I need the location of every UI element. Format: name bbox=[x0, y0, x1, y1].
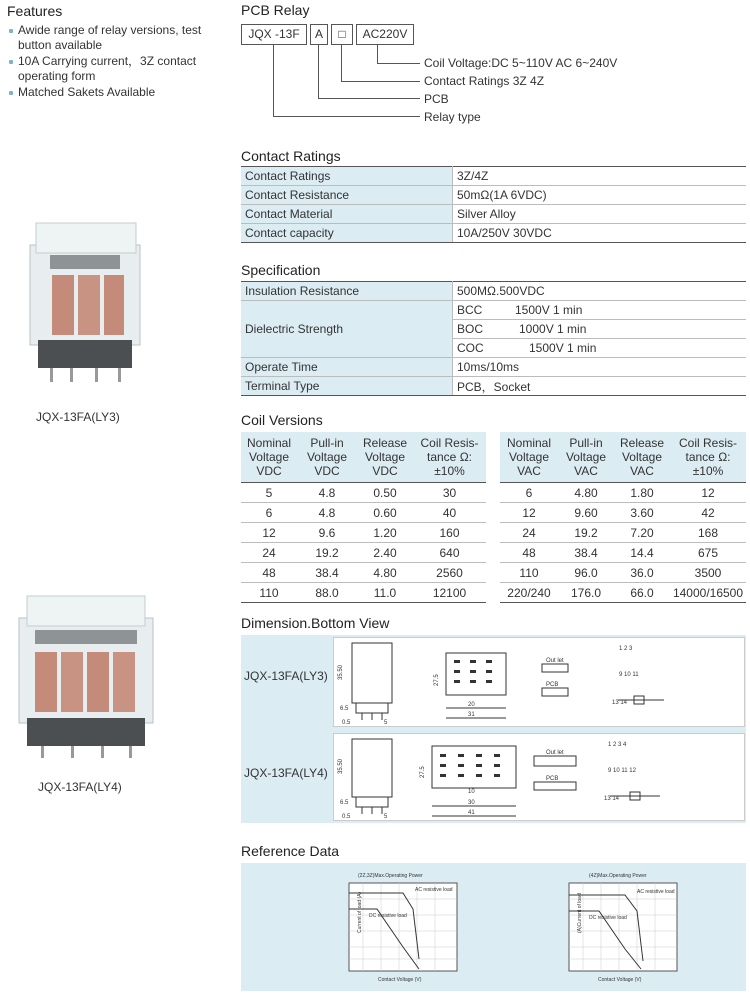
table-cell: 40 bbox=[413, 503, 486, 523]
table-cell: 4.8 bbox=[297, 503, 357, 523]
dim-ly4-label: JQX-13FA(LY4) bbox=[244, 766, 328, 780]
table-cell: 36.0 bbox=[614, 563, 670, 583]
reference-chart-2z3z bbox=[333, 869, 483, 985]
dim-ly3-label: JQX-13FA(LY3) bbox=[244, 669, 328, 683]
table-cell: 110 bbox=[500, 563, 558, 583]
column-header: Nominal Voltage VDC bbox=[241, 432, 297, 483]
table-cell: 9.60 bbox=[558, 503, 614, 523]
column-header: Coil Resis- tance Ω: ±10% bbox=[670, 432, 746, 483]
table-cell: 48 bbox=[500, 543, 558, 563]
pcb-title: PCB Relay bbox=[241, 2, 310, 18]
pcb-empty-box: □ bbox=[331, 24, 353, 45]
svg-text:6.5: 6.5 bbox=[340, 800, 349, 806]
table-cell: 5 bbox=[241, 483, 297, 503]
coil-dc-table bbox=[241, 432, 486, 603]
dimension-panel bbox=[241, 635, 746, 823]
cell-value: 10ms/10ms bbox=[453, 358, 747, 377]
features-title: Features bbox=[7, 3, 63, 19]
cell-label: Contact capacity bbox=[241, 224, 453, 243]
table-row bbox=[500, 583, 746, 603]
column-header: Nominal Voltage VAC bbox=[500, 432, 558, 483]
svg-text:1 2 3: 1 2 3 bbox=[619, 646, 633, 652]
table-row bbox=[500, 483, 746, 503]
feature-item: Awide range of relay versions, test button available bbox=[7, 23, 227, 53]
cell-label: Dielectric Strength bbox=[241, 301, 453, 358]
table-row bbox=[241, 523, 486, 543]
ly4-caption: JQX-13FA(LY4) bbox=[38, 780, 122, 794]
svg-text:1 2 3 4: 1 2 3 4 bbox=[608, 742, 627, 748]
column-header: Pull-in Voltage VDC bbox=[297, 432, 357, 483]
svg-text:13 14: 13 14 bbox=[612, 700, 628, 706]
table-cell: 24 bbox=[500, 523, 558, 543]
table-cell: 160 bbox=[413, 523, 486, 543]
table-row bbox=[500, 563, 746, 583]
table-cell: 168 bbox=[670, 523, 746, 543]
table-cell: 9.6 bbox=[297, 523, 357, 543]
coil-ac-table bbox=[500, 432, 746, 603]
table-cell: 110 bbox=[241, 583, 297, 603]
table-row bbox=[500, 523, 746, 543]
svg-text:0.5: 0.5 bbox=[342, 814, 351, 820]
svg-text:35.50: 35.50 bbox=[338, 758, 344, 774]
table-row bbox=[241, 224, 746, 243]
table-cell: 12 bbox=[500, 503, 558, 523]
reference-title: Reference Data bbox=[241, 843, 340, 859]
pcb-note-coil: Coil Voltage:DC 5~110V AC 6~240V bbox=[424, 56, 618, 70]
svg-text:Contact Voltage (V): Contact Voltage (V) bbox=[378, 977, 422, 983]
table-cell: 0.50 bbox=[357, 483, 413, 503]
cell-label: Terminal Type bbox=[241, 377, 453, 396]
cell-value: BCC 1500V 1 min bbox=[453, 301, 747, 320]
table-cell: 6 bbox=[241, 503, 297, 523]
svg-text:PCB: PCB bbox=[546, 682, 559, 688]
pcb-note-relay-type: Relay type bbox=[424, 110, 481, 124]
cell-value: BOC 1000V 1 min bbox=[453, 320, 747, 339]
svg-text:DC resistive load: DC resistive load bbox=[369, 913, 407, 919]
table-cell: 38.4 bbox=[297, 563, 357, 583]
svg-text:13 14: 13 14 bbox=[604, 796, 620, 802]
table-row bbox=[241, 503, 486, 523]
table-cell: 14000/16500 bbox=[670, 583, 746, 603]
table-row bbox=[241, 282, 746, 301]
cell-label: Contact Ratings bbox=[241, 167, 453, 186]
coil-versions-title: Coil Versions bbox=[241, 412, 323, 428]
table-row bbox=[241, 563, 486, 583]
cell-value: 500MΩ.500VDC bbox=[453, 282, 747, 301]
dim-ly4-drawing bbox=[333, 733, 745, 821]
svg-text:PCB: PCB bbox=[546, 776, 559, 782]
svg-text:31: 31 bbox=[468, 712, 475, 718]
table-cell: 12100 bbox=[413, 583, 486, 603]
table-cell: 11.0 bbox=[357, 583, 413, 603]
specification-title: Specification bbox=[241, 262, 321, 278]
cell-value: 50mΩ(1A 6VDC) bbox=[453, 186, 747, 205]
cell-value: 10A/250V 30VDC bbox=[453, 224, 747, 243]
feature-item: 10A Carrying current，3Z contact operating form bbox=[7, 54, 227, 84]
pcb-code-box: JQX -13F bbox=[241, 24, 307, 45]
svg-text:Contact Voltage (V): Contact Voltage (V) bbox=[598, 977, 642, 983]
table-cell: 2560 bbox=[413, 563, 486, 583]
table-row bbox=[241, 186, 746, 205]
svg-text:(A)Current of load: (A)Current of load bbox=[577, 893, 583, 933]
cell-label: Operate Time bbox=[241, 358, 453, 377]
table-cell: 96.0 bbox=[558, 563, 614, 583]
svg-text:Current of load (A): Current of load (A) bbox=[357, 891, 363, 933]
cell-label: Contact Material bbox=[241, 205, 453, 224]
ly3-caption: JQX-13FA(LY3) bbox=[36, 410, 120, 424]
svg-text:AC resistive load: AC resistive load bbox=[637, 889, 675, 895]
contact-ratings-title: Contact Ratings bbox=[241, 148, 341, 164]
table-cell: 4.8 bbox=[297, 483, 357, 503]
svg-text:0.5: 0.5 bbox=[342, 720, 351, 726]
relay-photo-ly4 bbox=[5, 590, 165, 765]
svg-text:5: 5 bbox=[384, 720, 388, 726]
svg-text:9 10 11: 9 10 11 bbox=[619, 672, 639, 678]
table-row bbox=[500, 543, 746, 563]
table-cell: 220/240 bbox=[500, 583, 558, 603]
svg-text:Out let: Out let bbox=[546, 750, 564, 756]
table-cell: 640 bbox=[413, 543, 486, 563]
svg-text:(4Z)Max.Operating Power: (4Z)Max.Operating Power bbox=[589, 873, 647, 879]
table-cell: 19.2 bbox=[558, 523, 614, 543]
table-row bbox=[500, 503, 746, 523]
svg-text:AC resistive load: AC resistive load bbox=[415, 887, 453, 893]
table-cell: 6 bbox=[500, 483, 558, 503]
column-header: Release Voltage VAC bbox=[614, 432, 670, 483]
cell-label: Insulation Resistance bbox=[241, 282, 453, 301]
table-cell: 42 bbox=[670, 503, 746, 523]
table-row bbox=[241, 377, 746, 396]
column-header: Coil Resis- tance Ω: ±10% bbox=[413, 432, 486, 483]
table-cell: 2.40 bbox=[357, 543, 413, 563]
specification-table bbox=[241, 281, 746, 396]
table-cell: 176.0 bbox=[558, 583, 614, 603]
table-cell: 3.60 bbox=[614, 503, 670, 523]
table-row bbox=[241, 301, 746, 320]
pcb-note-pcb: PCB bbox=[424, 92, 449, 106]
svg-text:6.5: 6.5 bbox=[340, 706, 349, 712]
svg-text:20: 20 bbox=[468, 702, 475, 708]
table-cell: 24 bbox=[241, 543, 297, 563]
table-cell: 88.0 bbox=[297, 583, 357, 603]
pcb-note-contact: Contact Ratings 3Z 4Z bbox=[424, 74, 545, 88]
table-cell: 675 bbox=[670, 543, 746, 563]
svg-text:5: 5 bbox=[384, 814, 388, 820]
svg-text:27.5: 27.5 bbox=[420, 766, 426, 778]
table-row bbox=[241, 167, 746, 186]
cell-value: COC 1500V 1 min bbox=[453, 339, 747, 358]
table-row bbox=[241, 483, 486, 503]
feature-item: Matched Sakets Available bbox=[7, 85, 227, 100]
table-cell: 38.4 bbox=[558, 543, 614, 563]
svg-text:10: 10 bbox=[468, 789, 475, 795]
cell-value: 3Z/4Z bbox=[453, 167, 747, 186]
table-cell: 48 bbox=[241, 563, 297, 583]
table-cell: 3500 bbox=[670, 563, 746, 583]
table-cell: 66.0 bbox=[614, 583, 670, 603]
table-cell: 0.60 bbox=[357, 503, 413, 523]
svg-text:Out let: Out let bbox=[546, 658, 564, 664]
table-row bbox=[241, 583, 486, 603]
pcb-voltage-box: AC220V bbox=[356, 24, 414, 45]
table-cell: 14.4 bbox=[614, 543, 670, 563]
table-cell: 4.80 bbox=[558, 483, 614, 503]
column-header: Pull-in Voltage VAC bbox=[558, 432, 614, 483]
table-cell: 19.2 bbox=[297, 543, 357, 563]
svg-text:35.50: 35.50 bbox=[338, 664, 344, 680]
reference-chart-4z bbox=[553, 869, 703, 985]
table-cell: 12 bbox=[670, 483, 746, 503]
table-cell: 12 bbox=[241, 523, 297, 543]
svg-text:27.5: 27.5 bbox=[434, 674, 440, 686]
cell-value: PCB，Socket bbox=[453, 377, 747, 396]
svg-text:(2Z,3Z)Max.Operating Power: (2Z,3Z)Max.Operating Power bbox=[358, 873, 423, 879]
reference-panel bbox=[241, 863, 746, 991]
contact-ratings-table bbox=[241, 166, 746, 243]
column-header: Release Voltage VDC bbox=[357, 432, 413, 483]
table-cell: 30 bbox=[413, 483, 486, 503]
table-row bbox=[241, 543, 486, 563]
table-cell: 1.80 bbox=[614, 483, 670, 503]
relay-photo-ly3 bbox=[20, 215, 150, 390]
features-list bbox=[7, 23, 227, 101]
svg-text:9 10 11 12: 9 10 11 12 bbox=[608, 768, 636, 774]
cell-value: Silver Alloy bbox=[453, 205, 747, 224]
table-row bbox=[241, 358, 746, 377]
table-row bbox=[241, 205, 746, 224]
svg-text:41: 41 bbox=[468, 810, 475, 816]
table-cell: 4.80 bbox=[357, 563, 413, 583]
svg-text:30: 30 bbox=[468, 800, 475, 806]
table-cell: 7.20 bbox=[614, 523, 670, 543]
table-cell: 1.20 bbox=[357, 523, 413, 543]
dim-ly3-drawing bbox=[333, 637, 745, 727]
cell-label: Contact Resistance bbox=[241, 186, 453, 205]
pcb-a-box: A bbox=[310, 24, 328, 45]
svg-text:DC resistive load: DC resistive load bbox=[589, 915, 627, 921]
dimension-title: Dimension.Bottom View bbox=[241, 615, 390, 631]
